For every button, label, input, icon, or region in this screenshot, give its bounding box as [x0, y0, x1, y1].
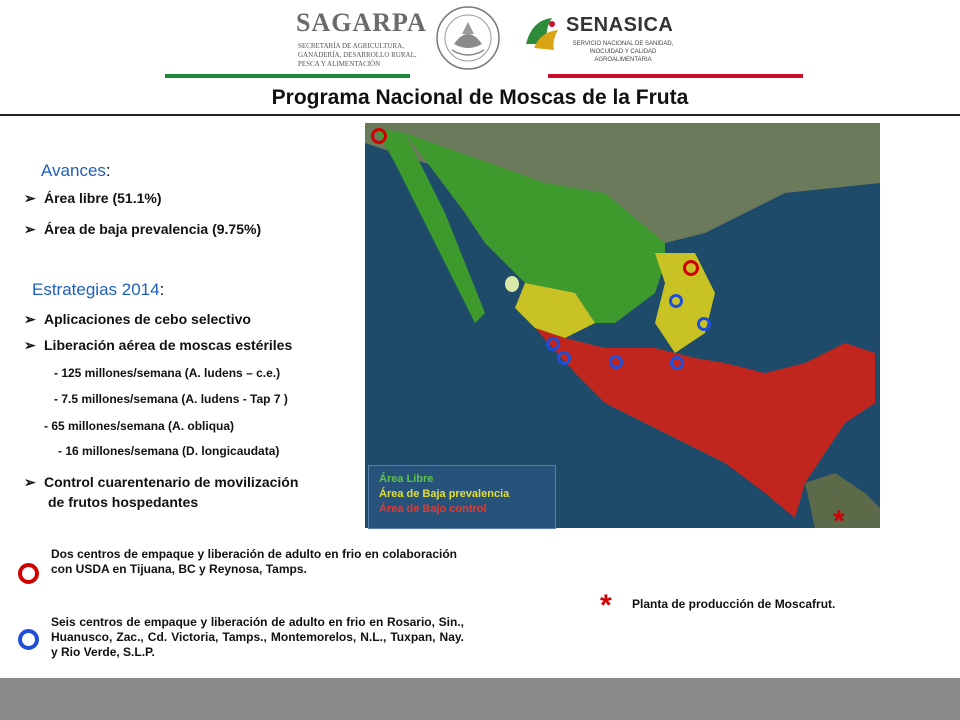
release-rate-line: - 7.5 millones/semana (A. ludens - Tap 7 ) — [54, 392, 288, 406]
arrow-bullet-icon: ➢ — [24, 337, 36, 353]
senasica-emblem-icon — [522, 14, 564, 54]
blue-center-marker — [670, 356, 684, 370]
sagarpa-logo — [296, 8, 426, 68]
mexico-seal-icon — [432, 4, 504, 72]
legend-bajo-control: Área de Bajo control — [379, 503, 487, 515]
blue-center-marker — [609, 355, 623, 369]
arrow-bullet-icon: ➢ — [24, 221, 36, 237]
senasica-logo — [522, 10, 672, 66]
header — [0, 0, 960, 80]
avance-item: ➢ Área de baja prevalencia (9.75%) — [24, 221, 262, 237]
legend-area-libre: Área Libre — [379, 473, 434, 485]
estrategias-heading: Estrategias 2014: — [32, 280, 165, 299]
star-legend-icon: * — [600, 589, 612, 622]
arrow-bullet-icon: ➢ — [24, 190, 36, 206]
legend-baja-prevalencia: Área de Baja prevalencia — [379, 488, 510, 500]
green-accent-bar — [165, 74, 410, 78]
estrategia-item: ➢ Aplicaciones de cebo selectivo — [24, 311, 251, 327]
blue-center-marker — [697, 317, 711, 331]
map-legend — [368, 465, 556, 529]
red-centers-note: Dos centros de empaque y liberación de adulto en frio en colaboración con USDA en Tijuana, BC y Reynosa, Tamps. — [51, 547, 457, 576]
release-rate-line: - 16 millones/semana (D. longicaudata) — [58, 444, 280, 458]
red-circle-legend-icon — [18, 563, 39, 584]
sagarpa-subtitle: SECRETARÍA DE AGRICULTURA, GANADERÍA, DESARROLLO RURAL, PESCA Y ALIMENTACIÓN — [298, 42, 417, 68]
blue-circle-legend-icon — [18, 629, 39, 650]
arrow-bullet-icon: ➢ — [24, 474, 36, 490]
senasica-name: SENASICA — [566, 14, 674, 36]
red-center-marker-reynosa — [683, 260, 699, 276]
plant-note: Planta de producción de Moscafrut. — [632, 597, 836, 611]
avance-item: ➢ Área libre (51.1%) — [24, 190, 162, 206]
footer-bar — [0, 678, 960, 720]
estrategia-item: ➢ Control cuarentenario de movilización — [24, 474, 299, 490]
red-accent-bar — [548, 74, 803, 78]
blue-center-marker — [669, 294, 683, 308]
moscafrut-plant-marker: * — [833, 505, 845, 538]
estrategia-item-continuation: de frutos hospedantes — [48, 494, 199, 510]
release-rate-line: - 125 millones/semana (A. ludens – c.e.) — [54, 366, 281, 380]
blue-center-marker — [557, 351, 571, 365]
arrow-bullet-icon: ➢ — [24, 311, 36, 327]
blue-centers-note: Seis centros de empaque y liberación de adulto en frio en Rosario, Sin., Huanusco, Zac., Cd. Victoria, Tamps., Montemorelos, N.L., Tuxpan, Nay. y Rio Verde, S.L.P. — [51, 615, 464, 659]
senasica-subtitle: SERVICIO NACIONAL DE SANIDAD, INOCUIDAD Y CALIDAD AGROALIMENTARIA — [572, 41, 674, 63]
highlight-dot — [505, 276, 519, 292]
avances-heading: Avances: — [41, 161, 111, 180]
sagarpa-name: SAGARPA — [296, 8, 427, 37]
estrategia-item: ➢ Liberación aérea de moscas estériles — [24, 337, 293, 353]
page-title: Programa Nacional de Moscas de la Fruta — [271, 86, 689, 109]
title-divider — [0, 114, 960, 116]
blue-center-marker — [546, 337, 560, 351]
release-rate-line: - 65 millones/semana (A. obliqua) — [44, 419, 235, 433]
red-center-marker-tijuana — [371, 128, 387, 144]
